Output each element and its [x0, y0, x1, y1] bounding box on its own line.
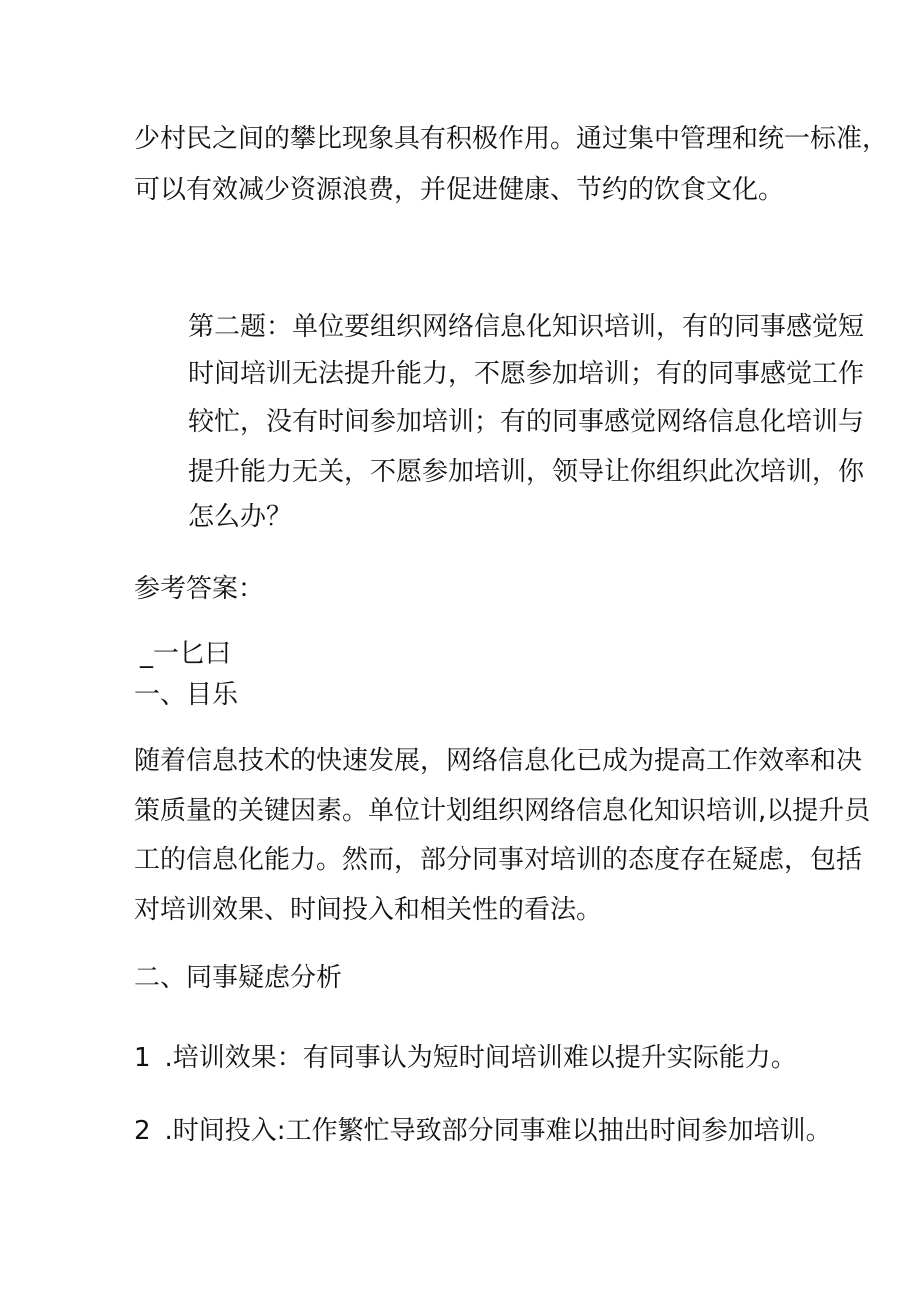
- intro-line-2: 可以有效减少资源浪费，并促进健康、节约的饮食文化。: [134, 175, 785, 205]
- concern-item-2: [134, 1114, 832, 1148]
- intro-line-1: 少村民之间的攀比现象具有积极作用。通过集中管理和统一标准，: [134, 124, 889, 154]
- question-line-2: 时间培训无法提升能力，不愿参加培训；有的同事感觉工作: [188, 359, 865, 389]
- question-line-5: 怎么办？: [188, 502, 293, 532]
- background-line-2: 策质量的关键因素。单位计划组织网络信息化知识培训,以提升员: [134, 796, 871, 826]
- section1-heading: 一、目乐: [134, 680, 239, 710]
- concern-text: .时间投入:工作繁忙导致部分同事难以抽出时间参加培训。: [164, 1116, 832, 1146]
- answer-label: 参考答案：: [134, 574, 265, 604]
- section2-heading: 二、同事疑虑分析: [134, 963, 343, 993]
- concern-item-1: [134, 1041, 797, 1075]
- question-line-4: 提升能力无关，不愿参加培训，领导让你组织此次培训，你: [188, 457, 865, 487]
- concern-number: 1: [134, 1043, 151, 1073]
- background-line-1: 随着信息技术的快速发展，网络信息化已成为提高工作效率和决: [134, 746, 863, 776]
- concern-number: 2: [134, 1116, 151, 1146]
- question-line-1: 第二题：单位要组织网络信息化知识培训，有的同事感觉短: [188, 312, 865, 342]
- concern-text: .培训效果：有同事认为短时间培训难以提升实际能力。: [164, 1043, 797, 1073]
- background-line-3: 工的信息化能力。然而，部分同事对培训的态度存在疑虑，包括: [134, 845, 863, 875]
- background-line-4: 对培训效果、时间投入和相关性的看法。: [134, 895, 603, 925]
- garbled-heading: _一匕曰: [140, 639, 232, 669]
- question-line-3: 较忙，没有时间参加培训；有的同事感觉网络信息化培训与: [188, 407, 865, 437]
